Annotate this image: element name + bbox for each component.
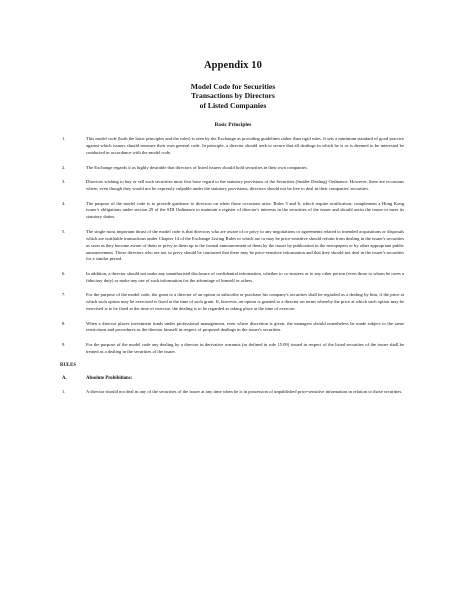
item-text: Directors wishing to buy or sell such securities must first have regard to the statutory provisions of the Securities (Insider Dealing) Ordinance. However, there are occasions where, even though they would not be expressly culpable under the statutory provisions, directors should not be free to deal in their companies' securities. <box>86 179 404 192</box>
principle-item <box>62 179 404 193</box>
item-text: This model code (both the basic principles and the rules) is seen by the Exchange as providing guidelines rather than rigid rules. It sets a minimum standard of good practice against which issuers should measure their own general code. In principle, a director should seek to secure that all dealings in which he is or is deemed to be interested be conducted in accordance with the model code. <box>86 136 404 156</box>
item-number: 9. <box>62 341 66 347</box>
sub-heading-letter: A. <box>62 376 67 382</box>
principle-item <box>62 165 404 172</box>
title-line: Transactions by Directors <box>191 91 275 101</box>
item-text: For the purpose of the model code any dealing by a director in derivative warrants (as defined in rule 15.09) issued in respect of the listed securities of the issuer shall be treated as a dealing in the securities of the issuer. <box>86 341 404 354</box>
item-number: 6. <box>62 270 66 276</box>
section-heading: Basic Principles <box>214 122 252 129</box>
appendix-title: Appendix 10 <box>204 60 262 71</box>
principles-list <box>62 136 404 355</box>
item-number: 2. <box>62 164 66 170</box>
item-text: For the purpose of the model code, the grant to a director of an option to subscribe or purchase his company's securities shall be regarded as a dealing by him, if the price at which such option may be exercised is fixed at the time of such grant. If, however, an option is granted to a director on terms whereby the price at which such option may be exercised is to be fixed at the time of exercise, the dealing is to be regarded as taking place at the time of exercise. <box>86 292 404 312</box>
principle-item <box>62 201 404 222</box>
item-text: The purpose of the model code is to provide guidance to directors on when those occasions arise. Rules 5 and 6, which require notification, complement a Hong Kong issuer's obligations under section 29 of the SDI Ordinance to maintain a register of director's interests in the securities of the issuer and should assist the issuer to meet its statutory duties. <box>86 200 404 220</box>
title-line: Model Code for Securities <box>190 82 276 91</box>
item-number: 4. <box>62 200 66 206</box>
item-number: 8. <box>62 320 66 326</box>
principle-item <box>62 342 404 356</box>
item-number: 7. <box>62 292 66 298</box>
document-title <box>62 82 404 110</box>
principle-item <box>62 292 404 313</box>
item-text: The single most important thrust of the model code is that directors who are aware of or privy to any negotiations or agreements related to intended acquisitions or disposals which are notifiable transactions under Chapter 14 of the Exchange Listing Rules or which are or may be price-sensitive should refrain from dealing in the issuer's securities as soon as they become aware of them or privy to them up to the formal announcement of them by the issuer by publication in the newspapers or by other appropriate public announcement. Those directors who are not so privy should be cautioned that there may be price-sensitive information and that they should not deal in the issuer's securities for a similar period. <box>86 228 404 262</box>
item-number: 1. <box>62 389 66 395</box>
principle-item <box>62 229 404 263</box>
rules-heading: RULES <box>60 363 76 369</box>
title-line: of Listed Companies <box>199 100 267 110</box>
rule-item <box>62 389 404 396</box>
principle-item <box>62 321 404 335</box>
item-number: 1. <box>62 136 66 142</box>
sub-heading <box>62 376 404 381</box>
item-number: 5. <box>62 228 66 234</box>
item-text: The Exchange regards it as highly desirable that directors of listed issuers should hold securities in their own companies. <box>86 164 308 170</box>
item-text: A director should not deal in any of the securities of the issuer at any time when he is in possession of unpublished price-sensitive information in relation to those securities. <box>86 389 403 395</box>
item-number: 3. <box>62 179 66 185</box>
item-text: In addition, a director should not make any unauthorised disclosure of confidential information, whether to co-trustees or to any other person (even those to whom he owes a fiduciary duty) or make any use of such information for the advantage of himself or others. <box>86 270 404 283</box>
sub-heading-text: Absolute Prohibitions: <box>86 376 133 382</box>
principle-item <box>62 271 404 285</box>
item-text: When a director places investment funds under professional management, even where discretion is given, the managers should nonetheless be made subject to the same restrictions and procedures as the director himself in respect of proposed dealings in the issuer's securities. <box>86 320 404 333</box>
principle-item <box>62 136 404 157</box>
